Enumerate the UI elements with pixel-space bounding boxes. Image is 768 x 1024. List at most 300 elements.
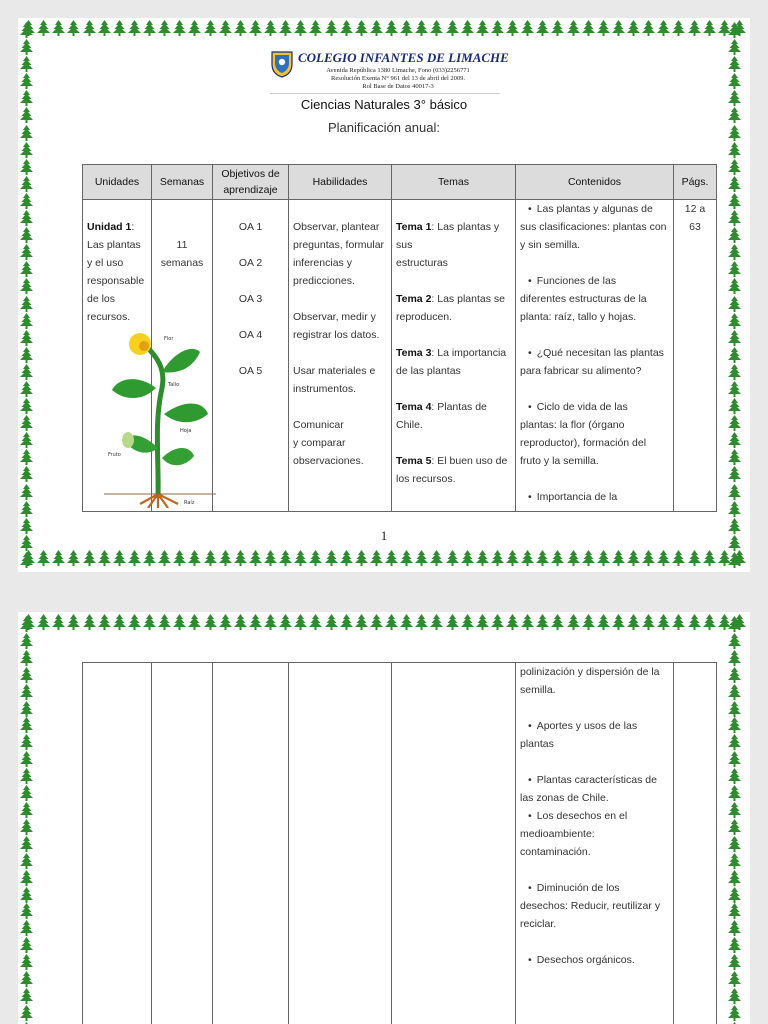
objective-item: OA 2 (238, 257, 263, 269)
tree-icon (728, 56, 741, 72)
tree-icon (415, 550, 428, 566)
tree-icon (52, 614, 65, 630)
tree-icon (461, 614, 474, 630)
tree-icon (20, 296, 33, 312)
plant-diagram (104, 328, 216, 508)
topic-label: Tema 1 (396, 221, 432, 233)
tree-icon (20, 920, 33, 936)
tree-icon (728, 785, 741, 801)
tree-icon (491, 20, 504, 36)
school-address: Avenida República 1380 Limache, Fono (033)2256771 (326, 67, 470, 74)
tree-icon (627, 614, 640, 630)
tree-icon (20, 903, 33, 919)
objective-item: OA 4 (238, 329, 263, 341)
tree-icon (279, 550, 292, 566)
plant-label: Raíz (184, 500, 195, 506)
tree-icon (461, 550, 474, 566)
tree-icon (728, 142, 741, 158)
tree-icon (703, 614, 716, 630)
unit-label: Unidad 1 (87, 221, 132, 233)
tree-icon (67, 614, 80, 630)
tree-icon (728, 768, 741, 784)
pages-cell (674, 200, 717, 512)
tree-icon (20, 650, 33, 666)
tree-icon (309, 550, 322, 566)
tree-icon (728, 937, 741, 953)
tree-icon (20, 364, 33, 380)
content-line: reproductor), formación del (520, 437, 647, 449)
content-line: semilla. (520, 684, 556, 696)
tree-icon (204, 614, 217, 630)
pages-range: 12 a (684, 203, 706, 215)
tree-icon (567, 20, 580, 36)
tree-icon (728, 449, 741, 465)
tree-icon (728, 466, 741, 482)
tree-icon (728, 244, 741, 260)
tree-icon (491, 550, 504, 566)
tree-icon (67, 20, 80, 36)
unit-line: responsable (87, 275, 145, 287)
tree-icon (551, 20, 564, 36)
tree-icon (728, 667, 741, 683)
skills-cell (289, 663, 392, 1024)
topic-text: estructuras (396, 257, 448, 269)
tree-icon (219, 550, 232, 566)
tree-icon (728, 296, 741, 312)
content-line: reciclar. (520, 918, 557, 930)
tree-icon (728, 261, 741, 277)
tree-icon (597, 20, 610, 36)
tree-icon (728, 398, 741, 414)
tree-icon (355, 614, 368, 630)
tree-icon (128, 614, 141, 630)
tree-icon (612, 20, 625, 36)
tree-icon (20, 244, 33, 260)
tree-icon (20, 836, 33, 852)
tree-icon (20, 415, 33, 431)
skill-line: predicciones. (293, 275, 355, 287)
tree-icon (204, 20, 217, 36)
tree-icon (279, 614, 292, 630)
tree-icon (294, 550, 307, 566)
tree-icon (728, 920, 741, 936)
school-rol: Rol Base de Datos 40017-3 (362, 83, 434, 90)
tree-icon (728, 347, 741, 363)
tree-icon (551, 550, 564, 566)
tree-icon (728, 484, 741, 500)
tree-icon (20, 330, 33, 346)
tree-icon (20, 552, 33, 568)
tree-icon (728, 552, 741, 568)
tree-icon (309, 614, 322, 630)
skill-line: inferencias y (293, 257, 352, 269)
tree-icon (20, 449, 33, 465)
tree-icon (340, 550, 353, 566)
tree-icon (113, 550, 126, 566)
tree-icon (20, 633, 33, 649)
tree-icon (430, 550, 443, 566)
tree-icon (728, 278, 741, 294)
tree-icon (688, 20, 701, 36)
tree-icon (67, 550, 80, 566)
tree-icon (597, 614, 610, 630)
tree-icon (158, 614, 171, 630)
tree-icon (20, 853, 33, 869)
tree-icon (446, 550, 459, 566)
tree-icon (612, 614, 625, 630)
tree-icon (98, 20, 111, 36)
topic-label: Tema 5 (396, 455, 432, 467)
tree-icon (728, 210, 741, 226)
content-line: polinización y dispersión de la (520, 666, 660, 678)
tree-icon (672, 550, 685, 566)
skill-line: observaciones. (293, 455, 364, 467)
topic-label: Tema 3 (396, 347, 432, 359)
tree-icon (355, 550, 368, 566)
objectives-cell (213, 663, 289, 1024)
tree-icon (536, 20, 549, 36)
tree-icon (728, 971, 741, 987)
tree-icon (582, 20, 595, 36)
tree-icon (325, 20, 338, 36)
tree-icon (415, 20, 428, 36)
tree-icon (20, 954, 33, 970)
content-line: medioambiente: (520, 828, 595, 840)
tree-border-top (18, 20, 750, 40)
tree-icon (703, 550, 716, 566)
tree-icon (325, 550, 338, 566)
unit-line: recursos. (87, 311, 131, 323)
tree-icon (98, 614, 111, 630)
tree-icon (506, 20, 519, 36)
tree-icon (128, 20, 141, 36)
tree-icon (20, 22, 33, 38)
tree-icon (325, 614, 338, 630)
tree-icon (340, 20, 353, 36)
tree-icon (52, 20, 65, 36)
tree-icon (20, 937, 33, 953)
tree-icon (728, 903, 741, 919)
tree-icon (20, 381, 33, 397)
tree-icon (728, 415, 741, 431)
school-letterhead (270, 48, 509, 94)
tree-icon (20, 734, 33, 750)
topic-text: : Las plantas y sus (396, 221, 500, 251)
tree-icon (370, 614, 383, 630)
tree-icon (20, 159, 33, 175)
tree-icon (728, 870, 741, 886)
unit-line: y el uso (87, 257, 124, 269)
weeks-cell (152, 663, 213, 1024)
tree-icon (385, 614, 398, 630)
tree-icon (506, 550, 519, 566)
tree-icon (20, 802, 33, 818)
tree-icon (20, 193, 33, 209)
tree-icon (728, 717, 741, 733)
topics-cell (392, 200, 516, 512)
tree-icon (728, 159, 741, 175)
tree-icon (521, 614, 534, 630)
tree-icon (476, 550, 489, 566)
tree-icon (728, 176, 741, 192)
tree-icon (173, 550, 186, 566)
tree-icon (20, 667, 33, 683)
tree-icon (113, 614, 126, 630)
tree-icon (219, 614, 232, 630)
tree-icon (728, 701, 741, 717)
planning-table-continued (82, 662, 717, 1024)
tree-icon (461, 20, 474, 36)
content-line: Las plantas y algunas de (536, 203, 653, 215)
tree-icon (20, 56, 33, 72)
tree-icon (20, 432, 33, 448)
tree-icon (642, 614, 655, 630)
tree-icon (728, 802, 741, 818)
content-line: planta: raíz, tallo y hojas. (520, 311, 637, 323)
content-line: Importancia de la (536, 491, 618, 503)
tree-icon (728, 887, 741, 903)
tree-icon (728, 364, 741, 380)
topic-text: : Las plantas se (431, 293, 505, 305)
tree-icon (728, 650, 741, 666)
document-page-1 (18, 18, 750, 572)
tree-icon (728, 988, 741, 1004)
tree-icon (567, 550, 580, 566)
tree-icon (294, 614, 307, 630)
tree-icon (627, 550, 640, 566)
tree-icon (173, 614, 186, 630)
tree-icon (20, 227, 33, 243)
tree-icon (20, 751, 33, 767)
skill-line: y comparar (293, 437, 346, 449)
unit-line: Las plantas (87, 239, 141, 251)
column-header: Objetivos de aprendizaje (213, 165, 289, 200)
tree-icon (567, 614, 580, 630)
content-line: las zonas de Chile. (520, 792, 609, 804)
tree-icon (415, 614, 428, 630)
tree-icon (728, 313, 741, 329)
column-header: Unidades (83, 165, 152, 200)
tree-icon (728, 1005, 741, 1021)
topic-text: : La importancia (431, 347, 507, 359)
column-header: Contenidos (516, 165, 674, 200)
tree-icon (20, 684, 33, 700)
tree-icon (309, 20, 322, 36)
tree-icon (728, 853, 741, 869)
tree-icon (98, 550, 111, 566)
topic-text: : El buen uso de (431, 455, 508, 467)
tree-icon (188, 614, 201, 630)
tree-icon (642, 20, 655, 36)
tree-icon (536, 614, 549, 630)
tree-icon (728, 751, 741, 767)
tree-icon (83, 550, 96, 566)
tree-icon (728, 193, 741, 209)
tree-icon (728, 330, 741, 346)
tree-icon (83, 614, 96, 630)
content-line: Diminución de los (536, 882, 620, 894)
tree-icon (657, 550, 670, 566)
content-line: Desechos orgánicos. (536, 954, 635, 966)
tree-icon (506, 614, 519, 630)
tree-icon (249, 20, 262, 36)
tree-icon (20, 398, 33, 414)
content-line: para fabricar su alimento? (520, 365, 642, 377)
tree-icon (188, 20, 201, 36)
plant-label: Tallo (168, 382, 180, 388)
tree-icon (657, 20, 670, 36)
tree-icon (20, 870, 33, 886)
tree-icon (728, 22, 741, 38)
tree-icon (688, 550, 701, 566)
tree-icon (446, 614, 459, 630)
tree-icon (20, 176, 33, 192)
tree-border-right (728, 612, 748, 1024)
tree-icon (20, 1005, 33, 1021)
tree-icon (476, 20, 489, 36)
tree-icon (672, 614, 685, 630)
tree-icon (597, 550, 610, 566)
tree-icon (551, 614, 564, 630)
skill-line: instrumentos. (293, 383, 357, 395)
tree-icon (400, 20, 413, 36)
tree-icon (20, 313, 33, 329)
tree-icon (612, 550, 625, 566)
tree-icon (20, 887, 33, 903)
objective-item: OA 3 (238, 293, 263, 305)
unit-cell (83, 663, 152, 1024)
tree-icon (728, 39, 741, 55)
topic-label: Tema 4 (396, 401, 432, 413)
tree-icon (430, 20, 443, 36)
tree-icon (20, 39, 33, 55)
topic-text: de las plantas (396, 365, 461, 377)
tree-icon (20, 210, 33, 226)
tree-icon (385, 20, 398, 36)
tree-icon (20, 701, 33, 717)
tree-icon (672, 20, 685, 36)
tree-icon (400, 550, 413, 566)
tree-icon (521, 20, 534, 36)
tree-icon (728, 954, 741, 970)
topic-text: los recursos. (396, 473, 456, 485)
tree-icon (143, 550, 156, 566)
tree-icon (143, 614, 156, 630)
tree-icon (446, 20, 459, 36)
tree-icon (355, 20, 368, 36)
tree-icon (521, 550, 534, 566)
content-line: contaminación. (520, 846, 591, 858)
skill-line: Observar, plantear (293, 221, 380, 233)
tree-icon (657, 614, 670, 630)
tree-icon (728, 633, 741, 649)
tree-icon (728, 836, 741, 852)
tree-icon (234, 614, 247, 630)
content-line: plantas (520, 738, 554, 750)
tree-icon (582, 550, 595, 566)
content-line: sus clasificaciones: plantas con (520, 221, 667, 233)
page-number: 1 (380, 528, 388, 543)
tree-icon (20, 278, 33, 294)
tree-icon (728, 73, 741, 89)
weeks-number: 11 (176, 239, 188, 251)
tree-icon (20, 971, 33, 987)
content-line: fruto y la semilla. (520, 455, 599, 467)
tree-icon (20, 819, 33, 835)
tree-icon (234, 550, 247, 566)
document-subtitle: Planificación anual: (327, 120, 441, 135)
plant-label: Hoja (180, 428, 192, 434)
tree-icon (249, 550, 262, 566)
tree-icon (234, 20, 247, 36)
school-resolution: Resolución Exenta N° 961 del 13 de abril del 2009. (330, 75, 465, 82)
plant-label: Flor (164, 336, 174, 342)
tree-icon (728, 734, 741, 750)
tree-icon (370, 550, 383, 566)
topics-cell (392, 663, 516, 1024)
tree-icon (219, 20, 232, 36)
column-header: Págs. (674, 165, 717, 200)
skill-line: registrar los datos. (293, 329, 380, 341)
school-crest-icon (270, 50, 294, 78)
unit-line: de los (87, 293, 116, 305)
tree-icon (370, 20, 383, 36)
tree-icon (20, 261, 33, 277)
objective-item: OA 1 (238, 221, 263, 233)
skill-line: Comunicar (293, 419, 344, 431)
tree-icon (143, 20, 156, 36)
document-page-2 (18, 612, 750, 1024)
tree-icon (279, 20, 292, 36)
tree-icon (20, 484, 33, 500)
contents-cell (516, 663, 674, 1024)
column-header: Semanas (152, 165, 213, 200)
content-line: Aportes y usos de las (536, 720, 638, 732)
tree-icon (20, 73, 33, 89)
tree-icon (20, 785, 33, 801)
tree-icon (158, 20, 171, 36)
document-title: Ciencias Naturales 3° básico (300, 97, 468, 112)
tree-border-left (20, 612, 40, 1024)
column-header: Temas (392, 165, 516, 200)
content-line: Plantas características de (536, 774, 657, 786)
content-line: y sin semilla. (520, 239, 581, 251)
skills-cell (289, 200, 392, 512)
tree-icon (20, 466, 33, 482)
tree-icon (20, 768, 33, 784)
objective-item: OA 5 (238, 365, 263, 377)
tree-icon (642, 550, 655, 566)
pages-cell (674, 663, 717, 1024)
tree-icon (582, 614, 595, 630)
content-line: ¿Qué necesitan las plantas (536, 347, 664, 359)
objectives-cell (213, 200, 289, 512)
column-header: Habilidades (289, 165, 392, 200)
tree-icon (476, 614, 489, 630)
tree-border-bottom (18, 550, 750, 570)
tree-icon (173, 20, 186, 36)
content-line: Los desechos en el (536, 810, 628, 822)
content-line: Funciones de las (536, 275, 617, 287)
tree-icon (128, 550, 141, 566)
tree-icon (703, 20, 716, 36)
skill-line: Usar materiales e (293, 365, 376, 377)
content-line: diferentes estructuras de la (520, 293, 647, 305)
tree-icon (264, 614, 277, 630)
skill-line: Observar, medir y (293, 311, 376, 323)
school-name: COLEGIO INFANTES DE LIMACHE (298, 50, 509, 65)
tree-icon (20, 142, 33, 158)
